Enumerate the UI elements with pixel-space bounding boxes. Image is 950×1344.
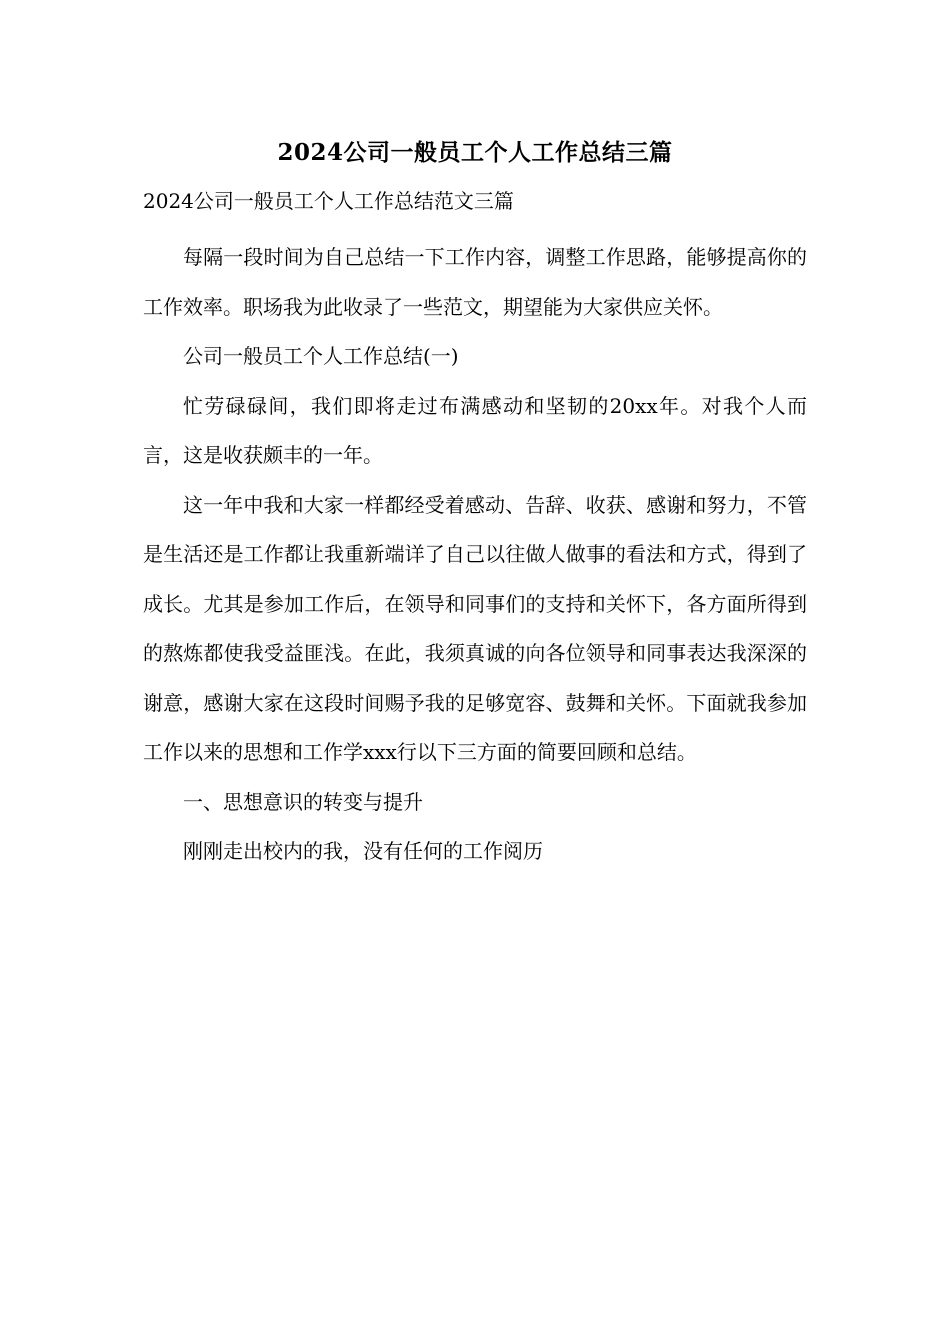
paragraph-intro: 每隔一段时间为自己总结一下工作内容，调整工作思路，能够提高你的工作效率。职场我为此收录了一些范文，期望能为大家供应关怀。 [143, 245, 807, 319]
paragraph: 刚刚走出校内的我，没有任何的工作阅历 [183, 839, 543, 863]
document-subtitle: 2024公司一般员工个人工作总结范文三篇 [143, 189, 514, 213]
document-title: 2024公司一般员工个人工作总结三篇 [277, 139, 673, 166]
document-body [143, 233, 807, 877]
section-heading: 一、思想意识的转变与提升 [183, 789, 423, 814]
paragraph: 忙劳碌碌间，我们即将走过布满感动和坚韧的20xx年。对我个人而言，这是收获颇丰的一年。 [143, 393, 807, 467]
paragraph: 这一年中我和大家一样都经受着感动、告辞、收获、感谢和努力，不管是生活还是工作都让我重新端详了自己以往做人做事的看法和方式，得到了成长。尤其是参加工作后，在领导和同事们的支持和关怀下，各方面所得到的熬炼都使我受益匪浅。在此，我须真诚的向各位领导和同事表达我深深的谢意，感谢大家在这段时间赐予我的足够宽容、鼓舞和关怀。下面就我参加工作以来的思想和工作学xxx行以下三方面的简要回顾和总结。 [143, 492, 807, 764]
section-heading: 公司一般员工个人工作总结(一) [183, 344, 459, 368]
